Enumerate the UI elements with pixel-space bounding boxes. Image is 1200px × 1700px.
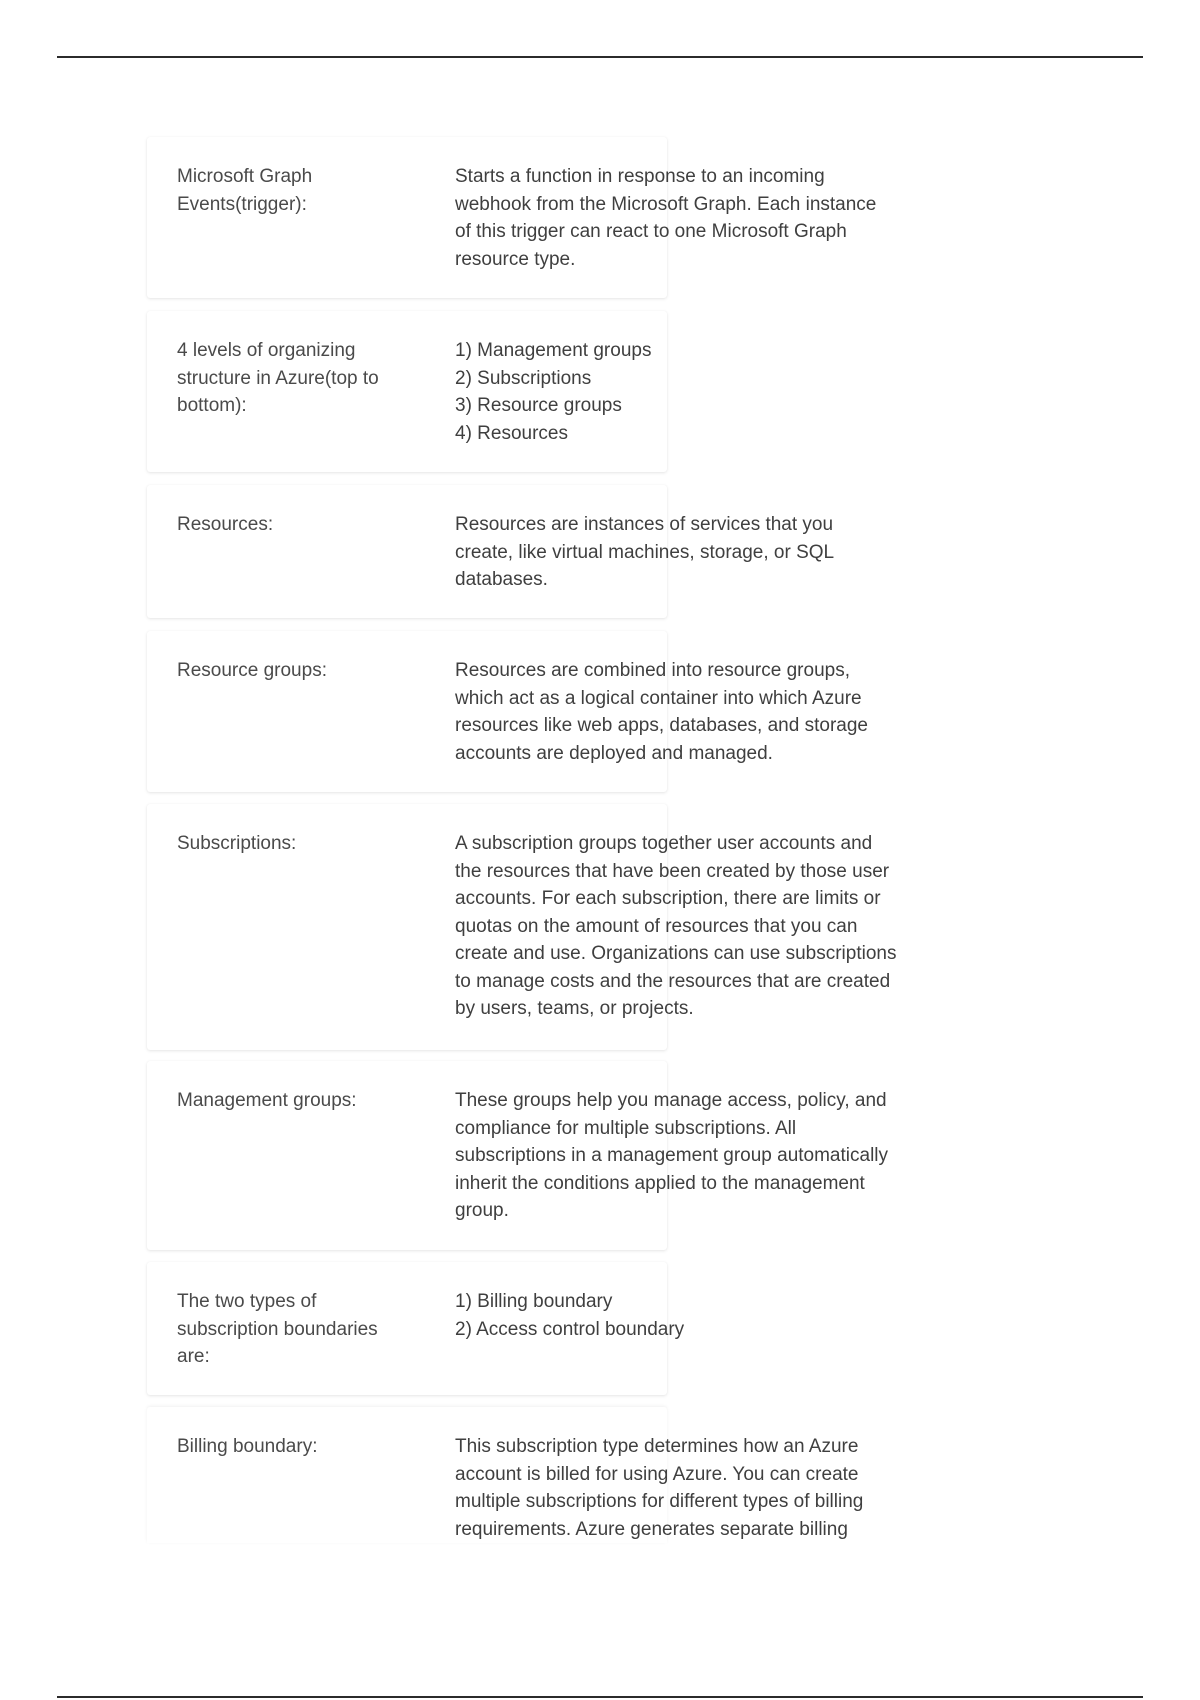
flashcard-resource-groups <box>147 631 868 792</box>
card-term: Subscriptions: <box>177 833 297 854</box>
card-definition: These groups help you manage access, policy, and compliance for multiple subscriptions. All subscriptions in a management group automatically inherit the conditions applied to the management group. <box>455 1090 889 1221</box>
card-definition: A subscription groups together user accounts and the resources that have been created by those user accounts. For each subscription, there are limits or quotas on the amount of resources that you can create and use. Organizations can use subscriptions to manage costs and the resources that are created by users, teams, or projects. <box>455 833 897 1019</box>
card-definition: Resources are instances of services that you create, like virtual machines, storage, or SQL databases. <box>455 514 834 590</box>
flashcard-subscription-boundaries <box>147 1262 685 1395</box>
card-term: Billing boundary: <box>177 1436 318 1457</box>
flashcard-subscriptions <box>147 804 897 1050</box>
top-rule <box>57 56 1143 58</box>
card-term: The two types of subscription boundaries are: <box>177 1291 378 1367</box>
flashcard-resources <box>147 485 834 618</box>
card-definition: 1) Billing boundary 2) Access control boundary <box>455 1291 685 1340</box>
card-definition: 1) Management groups 2) Subscriptions 3) Resource groups 4) Resources <box>455 340 652 444</box>
flashcard-graph-events <box>147 137 877 298</box>
card-term: Resource groups: <box>177 660 327 681</box>
flashcard-management-groups <box>147 1061 889 1250</box>
flashcard-organizing-levels <box>147 311 667 472</box>
card-term: Microsoft Graph Events(trigger): <box>177 166 313 215</box>
card-term: Management groups: <box>177 1090 357 1111</box>
card-definition: Resources are combined into resource groups, which act as a logical container into which Azure resources like web apps, databases, and storage accounts are deployed and managed. <box>455 660 868 764</box>
card-definition: Starts a function in response to an incoming webhook from the Microsoft Graph. Each instance of this trigger can react to one Microsoft Graph resource type. <box>455 166 877 270</box>
card-term: 4 levels of organizing structure in Azure(top to bottom): <box>177 340 379 416</box>
card-definition: This subscription type determines how an Azure account is billed for using Azure. You can create multiple subscriptions for different types of billing requirements. Azure generates separate billing <box>455 1436 864 1540</box>
bottom-rule <box>57 1696 1143 1698</box>
flashcard-billing-boundary <box>147 1407 864 1543</box>
card-term: Resources: <box>177 514 274 535</box>
